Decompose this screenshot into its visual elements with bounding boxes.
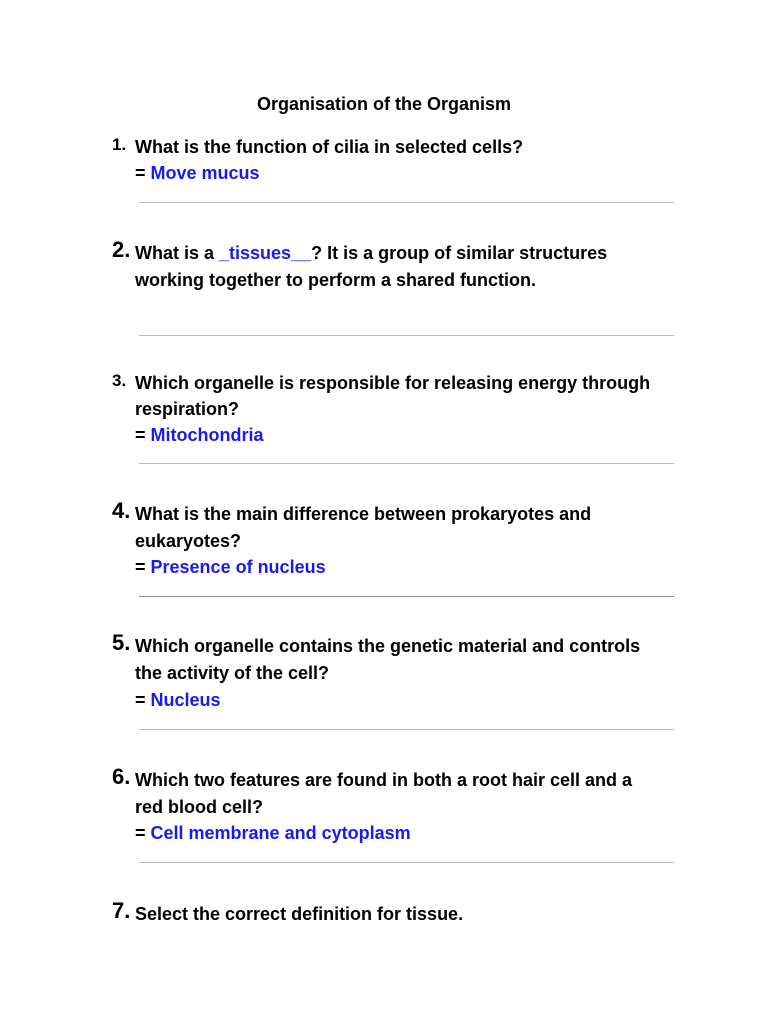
- document-title: Organisation of the Organism: [256, 94, 512, 114]
- answer-text: Presence of nucleus: [150, 557, 326, 577]
- answer-line: [135, 160, 692, 186]
- answer-rule: [139, 862, 674, 863]
- question-number: 3.: [112, 371, 127, 390]
- question-4: [112, 498, 692, 581]
- question-1: [112, 134, 692, 186]
- blank-answer: tissues: [229, 243, 292, 263]
- question-text: [135, 240, 692, 267]
- answer-line: [135, 554, 692, 581]
- answer-prefix: =: [135, 823, 151, 843]
- question-text: What is the function of cilia in selected cells?: [135, 137, 524, 157]
- answer-text: Mitochondria: [150, 425, 264, 445]
- answer-rule: [139, 202, 674, 203]
- answer-prefix: =: [135, 690, 151, 710]
- answer-line: [135, 687, 692, 714]
- question-number: 2.: [112, 237, 131, 262]
- question-text-line2: respiration?: [135, 399, 240, 419]
- question-text: Select the correct definition for tissue.: [135, 904, 464, 924]
- question-text: Which organelle contains the genetic material and controls: [135, 636, 641, 656]
- question-text: Which organelle is responsible for releasing energy through: [135, 373, 651, 393]
- answer-prefix: =: [135, 163, 151, 183]
- answer-prefix: =: [135, 425, 151, 445]
- answer-text: Move mucus: [150, 163, 260, 183]
- answer-text: Cell membrane and cytoplasm: [150, 823, 411, 843]
- question-6: [112, 764, 692, 847]
- question-text-line2: red blood cell?: [135, 796, 264, 817]
- answer-prefix: =: [135, 557, 151, 577]
- answer-line: [135, 820, 692, 847]
- question-text: What is the main difference between prokaryotes and: [135, 504, 592, 524]
- question-3: [112, 370, 692, 448]
- question-text: Which two features are found in both a root hair cell and a: [135, 770, 633, 790]
- answer-line: [135, 422, 692, 448]
- question-text-line2: the activity of the cell?: [135, 663, 330, 683]
- question-number: 7.: [112, 898, 131, 923]
- question-7: [112, 898, 692, 927]
- answer-rule: [139, 335, 674, 336]
- question-number: 1.: [112, 135, 127, 154]
- question-text-start: What is a: [135, 243, 220, 263]
- question-text-line2: working together to perform a shared function.: [135, 270, 537, 290]
- question-number: 5.: [112, 630, 131, 655]
- question-text-end: ? It is a group of similar structures: [311, 243, 608, 263]
- blank-right: __: [291, 243, 312, 263]
- answer-text: Nucleus: [150, 690, 221, 710]
- answer-rule: [139, 729, 674, 730]
- answer-rule: [139, 463, 674, 464]
- question-2: [112, 237, 692, 294]
- question-5: [112, 630, 692, 714]
- answer-rule: [139, 596, 674, 597]
- question-number: 6.: [112, 764, 131, 789]
- question-number: 4.: [112, 498, 131, 523]
- blank-left: _: [219, 243, 230, 263]
- question-text-line2: eukaryotes?: [135, 530, 242, 551]
